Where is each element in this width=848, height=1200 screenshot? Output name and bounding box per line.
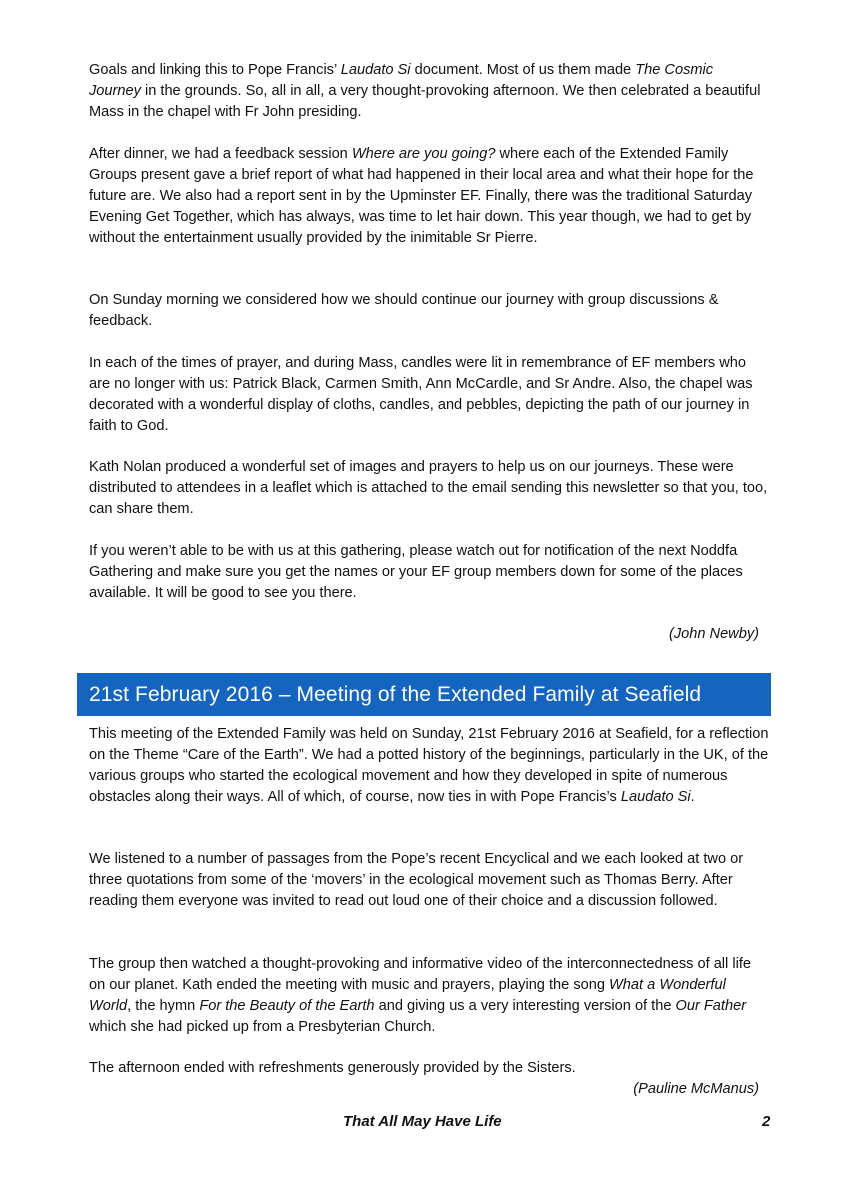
text-run: in the grounds. So, all in all, a very thought-provoking afternoon. We then celebrated a beautiful Mass in the chapel with Fr John presiding.	[89, 83, 761, 120]
article1-author: (John Newby)	[668, 626, 759, 642]
text-run: This meeting of the Extended Family was held on Sunday, 21st February 2016 at Seafield, for a reflection on the Theme “Care of the Earth”. We had a potted history of the beginnings, particularly in the UK, of the various groups who started the ecological movement and how they developed in spite of numerous obstacles along their ways. All of which, of course, now ties in with Pope Francis’s	[89, 726, 769, 805]
section-heading: 21st February 2016 – Meeting of the Extended Family at Seafield	[77, 673, 771, 716]
text-run: After dinner, we had a feedback session	[89, 146, 352, 162]
text-run: , the hymn	[127, 998, 200, 1014]
page-footer	[0, 1113, 848, 1133]
italic-text-run: Our Father	[675, 998, 747, 1014]
italic-text-run: Laudato Si	[620, 789, 691, 805]
article2-paragraph-2: We listened to a number of passages from the Pope’s recent Encyclical and we each looked at two or three quotations from some of the ‘movers’ in the ecological movement such as Thomas Berry. After reading them everyone was invited to read out loud one of their choice and a discussion followed.	[89, 851, 744, 909]
text-run: and giving us a very interesting version of the	[374, 998, 676, 1014]
italic-text-run: Laudato Si	[340, 62, 411, 78]
article1-paragraph-4: In each of the times of prayer, and during Mass, candles were lit in remembrance of EF members who are no longer with us: Patrick Black, Carmen Smith, Ann McCardle, and Sr Andre. Also, the chapel was decorated with a wonderful display of cloths, candles, and pebbles, depicting the path of our journey in faith to God.	[89, 355, 753, 434]
text-run: document. Most of us them made	[410, 62, 636, 78]
italic-text-run: What a Wonderful World	[89, 977, 726, 1014]
article1-paragraph-2	[89, 144, 769, 249]
footer-title: That All May Have Life	[343, 1113, 502, 1130]
text-run: The group then watched a thought-provoking and informative video of the interconnectedness of all life on our planet. Kath ended the meeting with music and prayers, playing the song	[89, 956, 751, 993]
text-run: where each of the Extended Family Groups present gave a brief report of what had happened in their local area and what their hope for the future are. We also had a report sent in by the Upminster EF. Finally, there was the traditional Saturday Evening Get Together, which has always, was time to let hair down. This year though, we had to get by without the entertainment usually provided by the inimitable Sr Pierre.	[89, 146, 754, 246]
text-run: Goals and linking this to Pope Francis’	[89, 62, 341, 78]
italic-text-run: The Cosmic Journey	[89, 62, 714, 99]
article2-paragraph-4: The afternoon ended with refreshments generously provided by the Sisters.	[89, 1060, 576, 1076]
article2-paragraph-3	[89, 954, 769, 1038]
article1-paragraph-1	[89, 60, 769, 123]
text-run: .	[690, 789, 695, 805]
article1-paragraph-3: On Sunday morning we considered how we should continue our journey with group discussions & feedback.	[89, 292, 719, 329]
text-run: which she had picked up from a Presbyterian Church.	[89, 1019, 436, 1035]
article2-paragraph-1	[89, 724, 769, 808]
article1-paragraph-5: Kath Nolan produced a wonderful set of images and prayers to help us on our journeys. These were distributed to attendees in a leaflet which is attached to the email sending this newsletter so that you, too, can share them.	[89, 459, 768, 517]
article2-author: (Pauline McManus)	[633, 1081, 759, 1097]
italic-text-run: For the Beauty of the Earth	[199, 998, 375, 1014]
article1-paragraph-6: If you weren’t able to be with us at this gathering, please watch out for notification of the next Noddfa Gathering and make sure you get the names or your EF group members down for some of the places available. It will be good to see you there.	[89, 543, 743, 601]
italic-text-run: Where are you going?	[351, 146, 496, 162]
page-number: 2	[762, 1113, 771, 1130]
